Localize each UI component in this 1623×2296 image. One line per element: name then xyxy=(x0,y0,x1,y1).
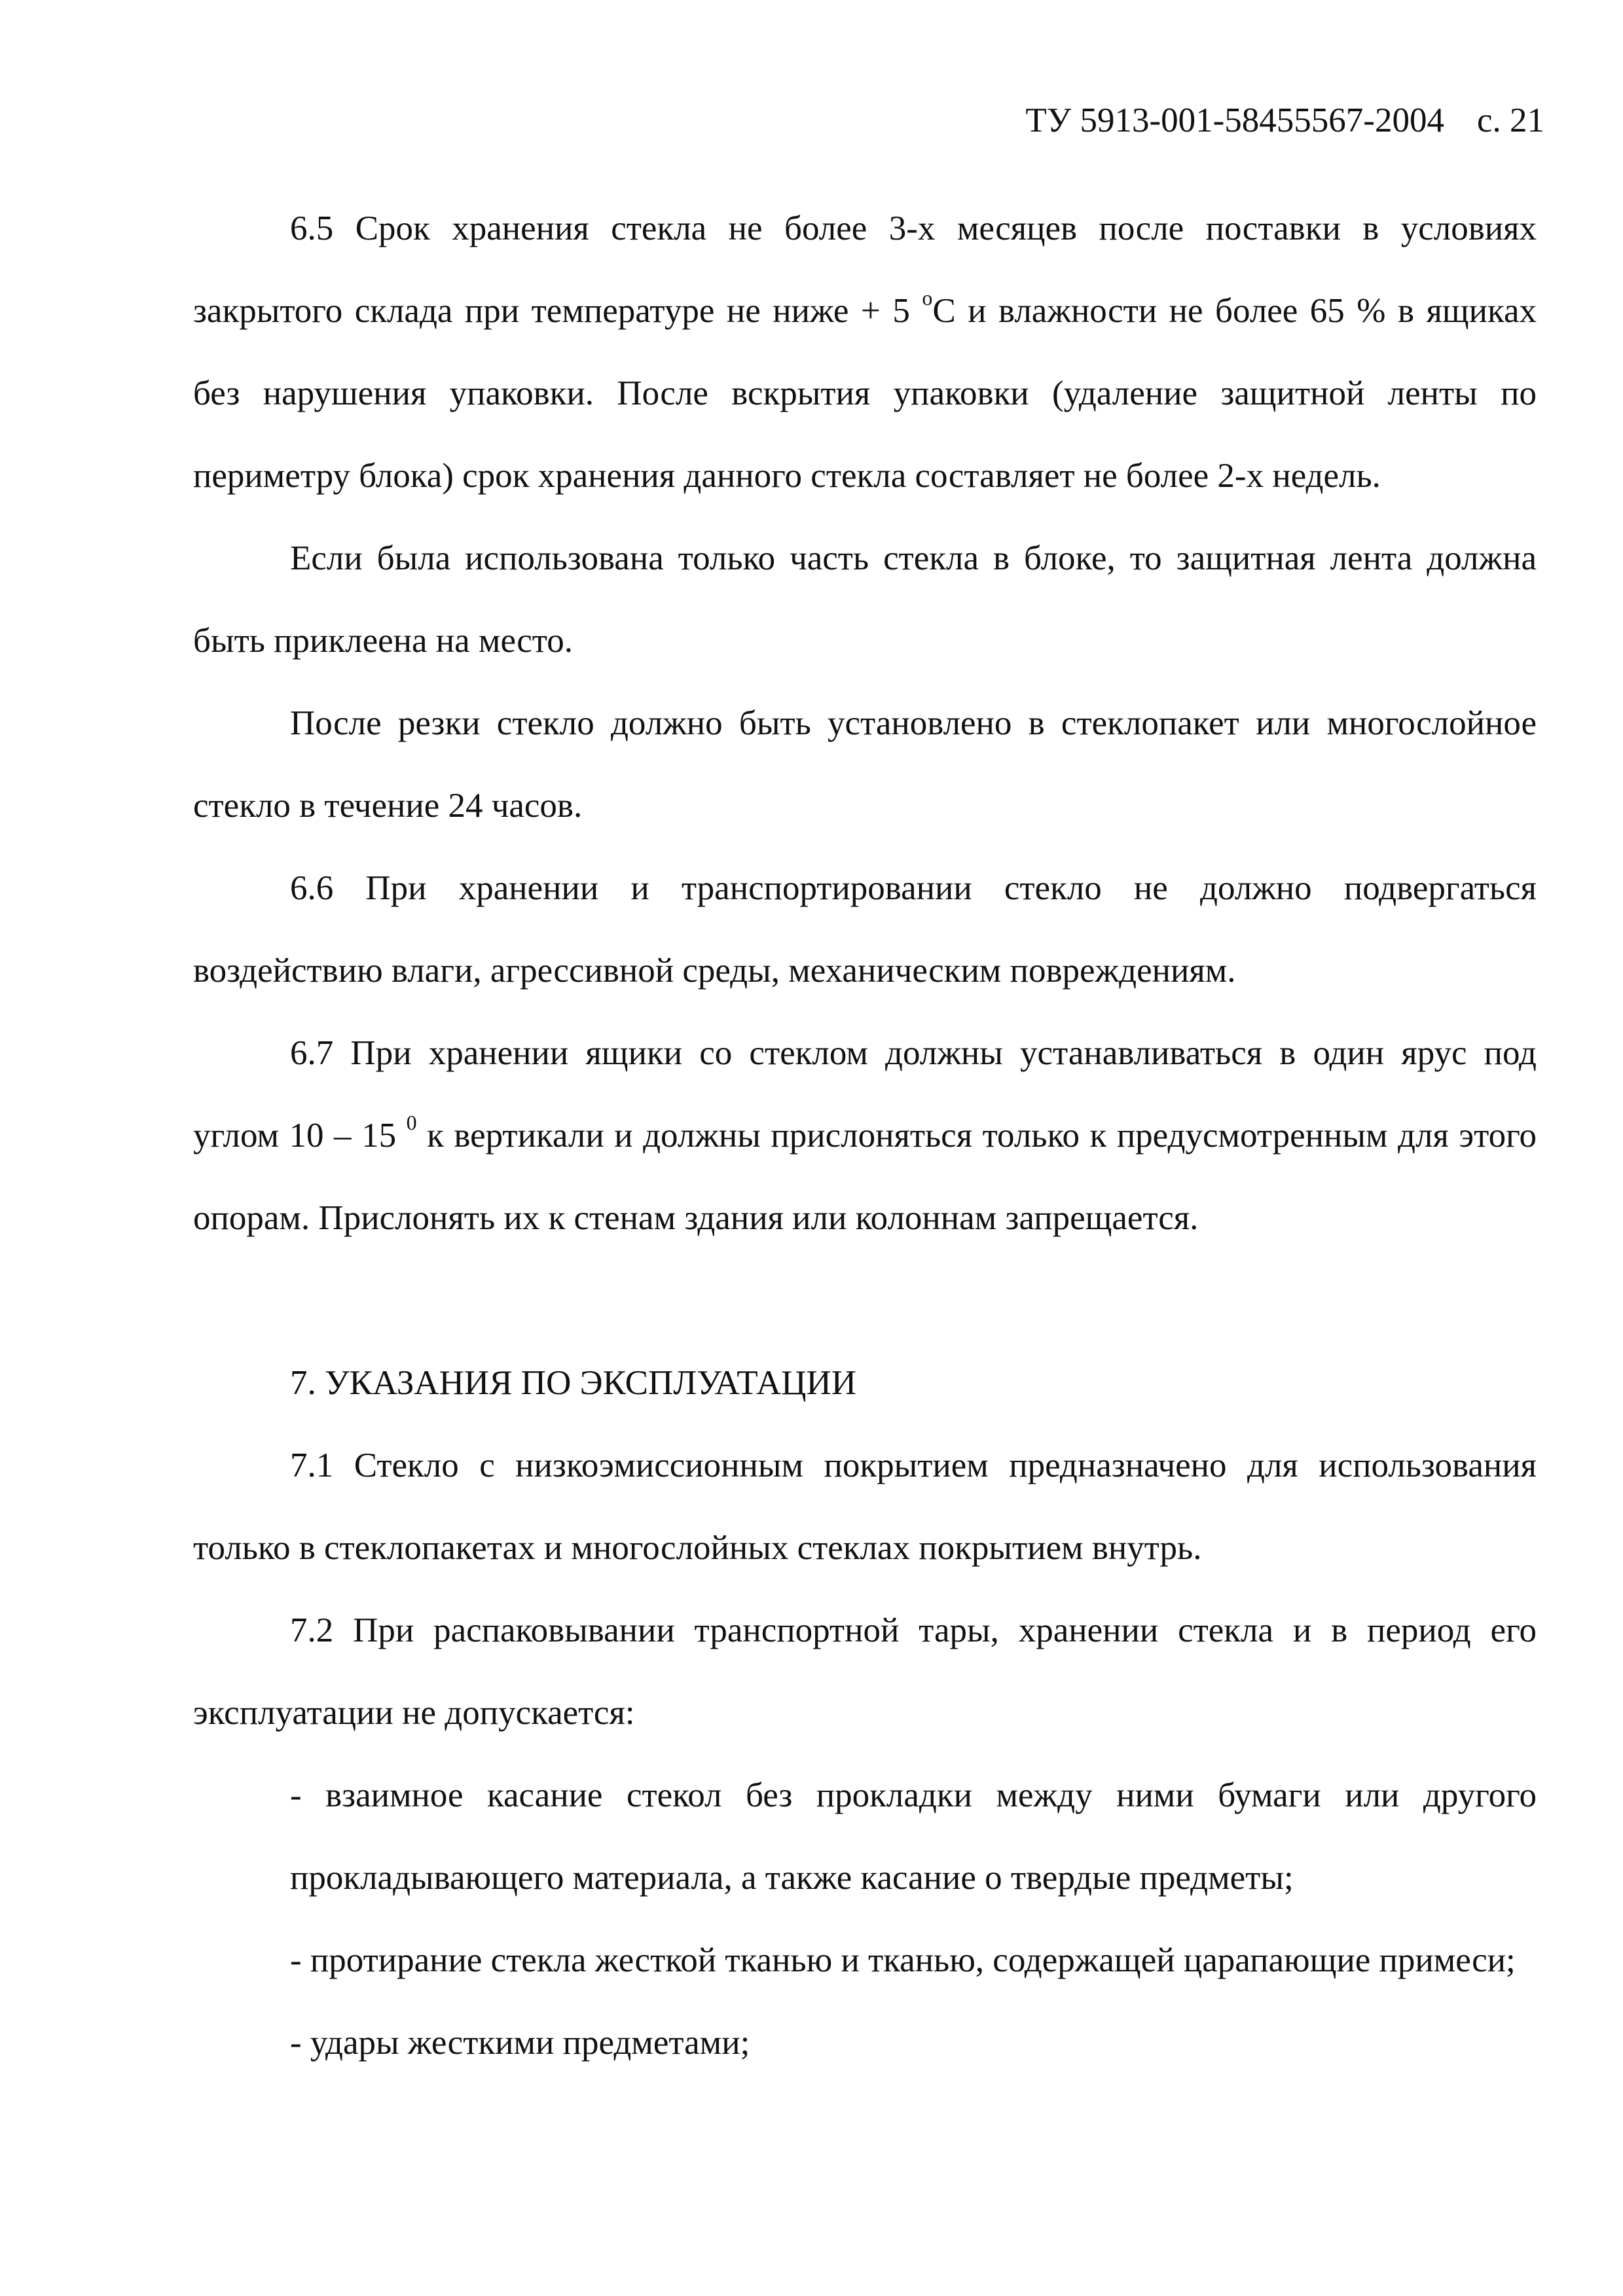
paragraph-after-cutting: После резки стекло должно быть установлено в стеклопакет или многослойное стекло в течение 24 часов. xyxy=(193,704,1537,825)
document-body xyxy=(193,187,1537,2084)
paragraph-partial-use: Если была использована только часть стекла в блоке, то защитная лента должна быть приклеена на место. xyxy=(193,539,1537,660)
list-item: - удары жесткими предметами; xyxy=(290,2024,750,2062)
paragraph-6-7-text-b: к вертикали и должны прислоняться только к предусмотренным для этого опорам. Прислонять их к стенам здания или колоннам запрещается. xyxy=(193,1117,1537,1237)
paragraph-6-7 xyxy=(193,1012,1537,1259)
paragraph-6-6: 6.6 При хранении и транспортировании стекло не должно подвергаться воздействию влаги, агрессивной среды, механическим повреждениям. xyxy=(193,869,1537,990)
page-number: с. 21 xyxy=(1476,101,1544,139)
section-7-heading: 7. УКАЗАНИЯ ПО ЭКСПЛУАТАЦИИ xyxy=(290,1364,857,1402)
paragraph-7-1: 7.1 Стекло с низкоэмиссионным покрытием предназначено для использования только в стеклопакетах и многослойных стеклах покрытием внутрь. xyxy=(193,1446,1537,1567)
paragraph-6-5-text-b: С и влажности не более 65 % в ящиках без нарушения упаковки. После вскрытия упаковки (удаление защитной ленты по периметру блока) срок хранения данного стекла составляет не более 2-х недель. xyxy=(193,292,1537,495)
angle-degree-superscript: 0 xyxy=(406,1111,417,1134)
degree-superscript: о xyxy=(922,286,933,310)
paragraph-6-5 xyxy=(193,187,1537,517)
page-header xyxy=(1025,97,1544,144)
document-code: ТУ 5913-001-58455567-2004 xyxy=(1025,101,1444,139)
paragraph-6-7-text-a: 6.7 При хранении ящики со стеклом должны устанавливаться в один ярус под углом 10 – 15 xyxy=(193,1034,1537,1155)
paragraph-7-2: 7.2 При распаковывании транспортной тары, хранении стекла и в период его эксплуатации не допускается: xyxy=(193,1611,1537,1732)
list-item: - протирание стекла жесткой тканью и тканью, содержащей царапающие примеси; xyxy=(290,1941,1516,1979)
list-item: - взаимное касание стекол без прокладки между ними бумаги или другого прокладывающего материала, а также касание о твердые предметы; xyxy=(290,1776,1537,1897)
paragraph-6-5-text-a: 6.5 Срок хранения стекла не более 3-х месяцев после поставки в условиях закрытого склада при температуре не ниже + 5 xyxy=(193,209,1537,330)
